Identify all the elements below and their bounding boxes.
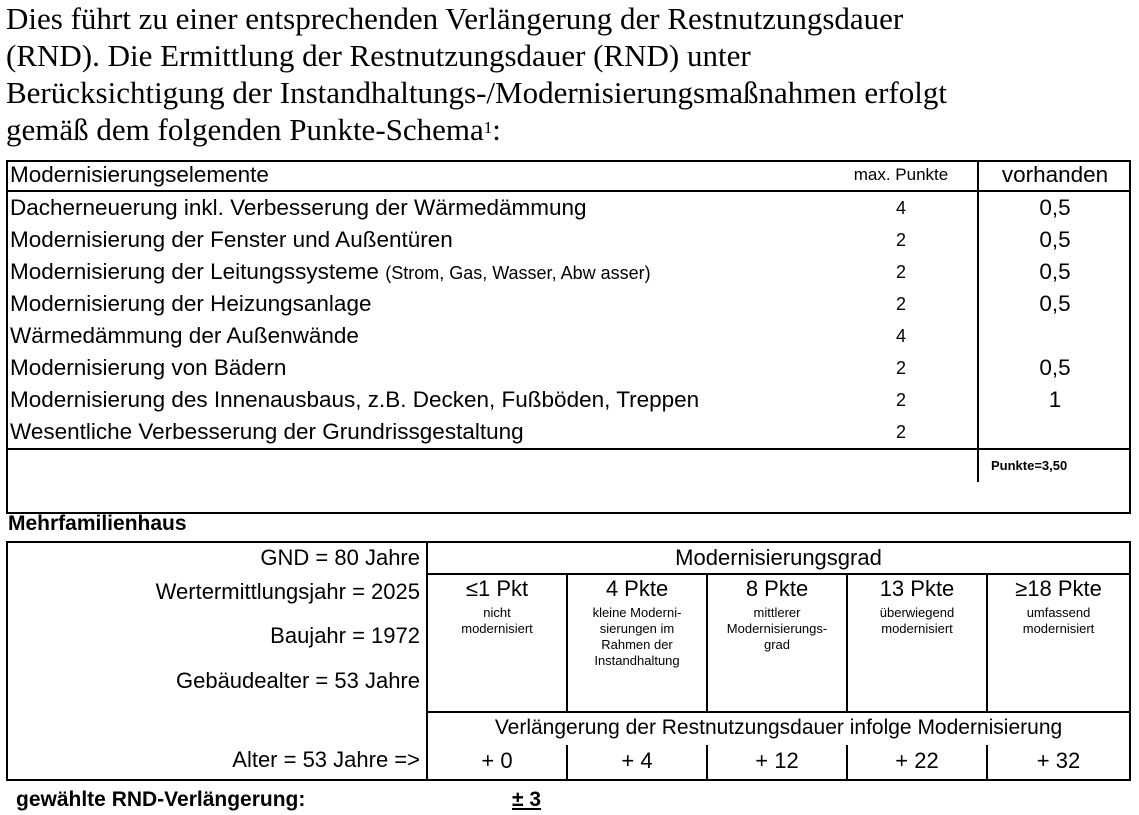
level-desc-line: modernisiert bbox=[461, 621, 533, 636]
level-label: 4 Pkte bbox=[605, 576, 669, 601]
building-info bbox=[8, 543, 428, 779]
row-max: 2 bbox=[895, 358, 906, 378]
header-present: vorhanden bbox=[978, 160, 1131, 191]
row-present: 0,5 bbox=[978, 288, 1131, 320]
paragraph-line: Berücksichtigung der Instandhaltungs-/Modernisierungsmaßnahmen erfolgt bbox=[6, 75, 947, 110]
row-element bbox=[6, 384, 825, 416]
column-divider bbox=[986, 573, 988, 711]
extension-header: Verlängerung der Restnutzungsdauer infolge Modernisierung bbox=[494, 716, 1063, 739]
level-desc bbox=[988, 605, 1129, 637]
row-max: 2 bbox=[895, 230, 906, 250]
level-label: 13 Pkte bbox=[879, 576, 955, 601]
row-present: 1 bbox=[978, 384, 1131, 416]
age-arrow-label: Alter = 53 Jahre => bbox=[232, 747, 420, 772]
level-desc-line: kleine Moderni- bbox=[592, 605, 682, 620]
points-table bbox=[6, 160, 1131, 482]
building-age-label: Gebäudealter = 53 Jahre bbox=[175, 668, 420, 693]
extension-value: + 12 bbox=[755, 748, 799, 773]
row-max: 2 bbox=[895, 390, 906, 410]
left-spacer bbox=[8, 711, 426, 713]
paragraph-line bbox=[6, 111, 1131, 148]
table-row bbox=[6, 256, 1131, 288]
level-desc-line: Instandhaltung bbox=[594, 653, 680, 668]
modernization-degree-header: Modernisierungsgrad bbox=[428, 543, 1129, 575]
table-row bbox=[6, 288, 1131, 320]
column-divider bbox=[846, 573, 848, 711]
table-row bbox=[6, 352, 1131, 384]
row-present bbox=[978, 416, 1131, 449]
row-max: 4 bbox=[895, 326, 906, 346]
level-desc bbox=[848, 605, 986, 637]
extension-value: + 0 bbox=[481, 748, 513, 773]
row-element-text: Modernisierung der Heizungsanlage bbox=[10, 291, 372, 316]
column-divider bbox=[706, 573, 708, 711]
row-element bbox=[6, 191, 825, 224]
level-column bbox=[428, 575, 566, 711]
row-present: 0,5 bbox=[978, 224, 1131, 256]
paragraph-colon: : bbox=[492, 112, 501, 147]
level-desc-line: mittlerer bbox=[753, 605, 801, 620]
level-desc-line: Rahmen der bbox=[601, 637, 673, 652]
level-desc-line: modernisiert bbox=[1022, 621, 1095, 636]
level-label: 8 Pkte bbox=[745, 576, 809, 601]
level-column bbox=[708, 575, 846, 711]
row-element-text: Dacherneuerung inkl. Verbesserung der Wärmedämmung bbox=[10, 195, 587, 220]
level-column bbox=[568, 575, 706, 711]
table-row bbox=[6, 191, 1131, 224]
total-spacer bbox=[6, 449, 825, 482]
column-divider bbox=[566, 573, 568, 711]
level-desc-line: nicht bbox=[483, 605, 511, 620]
level-desc bbox=[568, 605, 706, 669]
table-row bbox=[6, 416, 1131, 449]
level-label: ≤1 Pkt bbox=[465, 576, 529, 601]
table-header-row bbox=[6, 160, 1131, 191]
row-max: 2 bbox=[895, 422, 906, 442]
row-element-text: Modernisierung von Bädern bbox=[10, 355, 287, 380]
intro-paragraph bbox=[6, 0, 1131, 148]
section-title: Mehrfamilienhaus bbox=[8, 512, 187, 535]
valuation-year-label: Wertermittlungsjahr = 2025 bbox=[155, 579, 420, 604]
row-element-note: (Strom, Gas, Wasser, Abw asser) bbox=[385, 262, 651, 283]
row-element-text: Wärmedämmung der Außenwände bbox=[10, 323, 359, 348]
row-present: 0,5 bbox=[978, 191, 1131, 224]
level-desc-line: überwiegend bbox=[879, 605, 955, 620]
paragraph-text: gemäß dem folgenden Punkte-Schema bbox=[6, 112, 484, 147]
table-total-row bbox=[6, 449, 1131, 482]
row-present bbox=[978, 320, 1131, 352]
row-element bbox=[6, 256, 825, 288]
paragraph-line: Dies führt zu einer entsprechenden Verlängerung der Restnutzungsdauer bbox=[6, 1, 904, 36]
chosen-extension-label: gewählte RND-Verlängerung: bbox=[16, 788, 306, 811]
level-column bbox=[848, 575, 986, 711]
row-element bbox=[6, 352, 825, 384]
row-max: 4 bbox=[895, 198, 906, 218]
extension-value: + 22 bbox=[895, 748, 939, 773]
row-present: 0,5 bbox=[978, 352, 1131, 384]
row-element bbox=[6, 224, 825, 256]
level-desc bbox=[428, 605, 566, 637]
points-total: Punkte=3,50 bbox=[978, 449, 1131, 482]
total-spacer-max bbox=[825, 449, 978, 482]
level-desc-line: Modernisierungs- bbox=[726, 621, 828, 636]
gnd-label: GND = 80 Jahre bbox=[260, 545, 420, 570]
level-label: ≥18 Pkte bbox=[1015, 576, 1102, 601]
extension-value: + 4 bbox=[621, 748, 653, 773]
build-year-label: Baujahr = 1972 bbox=[270, 623, 420, 648]
table-row bbox=[6, 384, 1131, 416]
header-element: Modernisierungselemente bbox=[6, 160, 825, 191]
paragraph-line: (RND). Die Ermittlung der Restnutzungsdauer (RND) unter bbox=[6, 38, 751, 73]
level-desc-line: sierungen im bbox=[599, 621, 675, 636]
footnote-marker: 1 bbox=[483, 118, 493, 137]
level-desc-line: grad bbox=[763, 637, 791, 652]
level-column bbox=[988, 575, 1129, 711]
row-element bbox=[6, 320, 825, 352]
rnd-table bbox=[6, 541, 1131, 781]
table-row bbox=[6, 224, 1131, 256]
extension-value: + 32 bbox=[1036, 748, 1081, 773]
row-present: 0,5 bbox=[978, 256, 1131, 288]
row-element-text: Modernisierung des Innenausbaus, z.B. Decken, Fußböden, Treppen bbox=[10, 387, 700, 412]
row-element-text: Modernisierung der Leitungssysteme bbox=[10, 258, 386, 284]
row-element bbox=[6, 416, 825, 449]
table-row bbox=[6, 320, 1131, 352]
level-desc-line: modernisiert bbox=[881, 621, 953, 636]
level-desc bbox=[708, 605, 846, 653]
row-element bbox=[6, 288, 825, 320]
row-max: 2 bbox=[895, 294, 906, 314]
row-element-text: Modernisierung der Fenster und Außentüren bbox=[10, 227, 453, 252]
header-max-points: max. Punkte bbox=[825, 160, 978, 191]
level-desc-line: umfassend bbox=[1026, 605, 1091, 620]
row-max: 2 bbox=[895, 262, 906, 282]
row-element-text: Wesentliche Verbesserung der Grundrissgestaltung bbox=[10, 419, 524, 444]
chosen-extension-value: ± 3 bbox=[512, 788, 542, 811]
